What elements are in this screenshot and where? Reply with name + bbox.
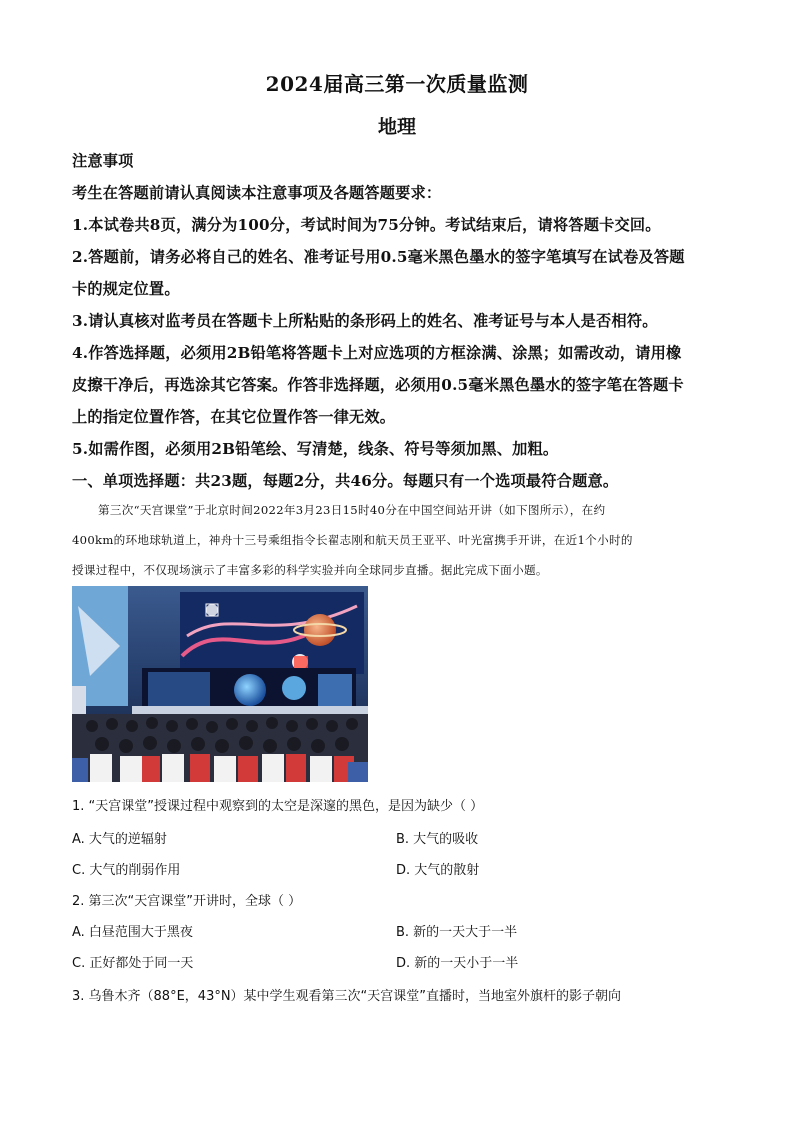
question-2-option-c[interactable]: C. 正好都处于同一天 [72,956,194,971]
subject-title: 地理 [377,116,416,138]
passage-line: 授课过程中，不仅现场演示了丰富多彩的科学实验并向全球同步直播。据此完成下面小题。 [72,563,548,577]
tiangong-classroom-photo [72,586,368,782]
question-2-stem: 2. 第三次“天宫课堂”开讲时，全球（ ） [72,894,302,909]
question-2-option-d[interactable]: D. 新的一天小于一半 [396,956,519,971]
notice-line: 2.答题前，请务必将自己的姓名、准考证号用0.5毫米黑色墨水的签字笔填写在试卷及答题 [72,248,685,266]
notice-heading: 注意事项 [72,152,134,170]
question-1-stem: 1. “天宫课堂”授课过程中观察到的太空是深邃的黑色，是因为缺少（ ） [72,799,484,814]
notice-line: 皮擦干净后，再选涂其它答案。作答非选择题，必须用0.5毫米黑色墨水的签字笔在答题卡 [72,376,684,394]
notice-intro: 考生在答题前请认真阅读本注意事项及各题答题要求： [72,184,442,202]
question-3-stem: 3. 乌鲁木齐（88°E，43°N）某中学生观看第三次“天宫课堂”直播时，当地室外旗杆的影子朝向 [72,989,622,1004]
passage-line: 第三次“天宫课堂”于北京时间2022年3月23日15时40分在中国空间站开讲（如下图所示），在约 [98,503,606,517]
exam-title: 2024届高三第一次质量监测 [265,72,529,96]
question-1-option-c[interactable]: C. 大气的削弱作用 [72,863,181,878]
question-1-option-a[interactable]: A. 大气的逆辐射 [72,832,167,847]
notice-line: 卡的规定位置。 [72,280,180,298]
notice-line: 5.如需作图，必须用2B铅笔绘、写清楚，线条、符号等须加黑、加粗。 [72,440,559,458]
question-2-option-a[interactable]: A. 白昼范围大于黑夜 [72,925,193,940]
notice-line: 1.本试卷共8页，满分为100分，考试时间为75分钟。考试结束后，请将答题卡交回。 [72,216,661,234]
question-1-option-b[interactable]: B. 大气的吸收 [396,832,479,847]
notice-line: 3.请认真核对监考员在答题卡上所粘贴的条形码上的姓名、准考证号与本人是否相符。 [72,312,658,330]
question-1-option-d[interactable]: D. 大气的散射 [396,863,480,878]
passage-line: 400km的环地球轨道上，神舟十三号乘组指令长翟志刚和航天员王亚平、叶光富携手开讲，在近1个小时的 [72,533,633,547]
notice-line: 4.作答选择题，必须用2B铅笔将答题卡上对应选项的方框涂满、涂黑；如需改动，请用橡 [72,344,682,362]
section-heading: 一、单项选择题：共23题，每题2分，共46分。每题只有一个选项最符合题意。 [72,472,619,490]
notice-line: 上的指定位置作答，在其它位置作答一律无效。 [72,408,396,426]
question-2-option-b[interactable]: B. 新的一天大于一半 [396,925,518,940]
